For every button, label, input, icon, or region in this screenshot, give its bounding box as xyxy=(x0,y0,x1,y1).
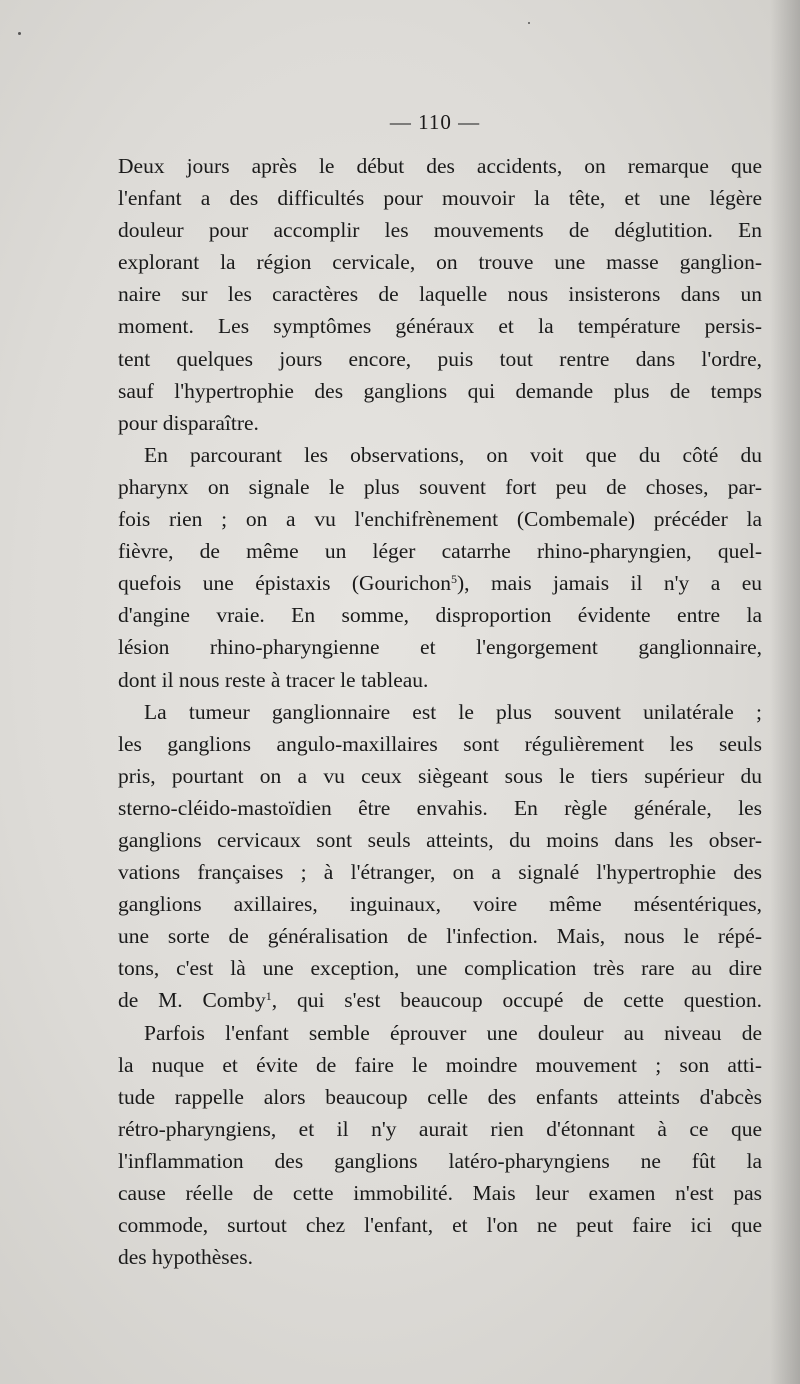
text-line: sauf l'hypertrophie des ganglions qui demande plus de temps xyxy=(118,378,762,403)
text-line: En parcourant les observations, on voit que du côté du xyxy=(144,442,762,467)
footnote-marker: 1 xyxy=(265,989,272,1004)
text-line: ganglions axillaires, inguinaux, voire même mésentériques, xyxy=(118,892,762,917)
paragraph xyxy=(118,150,762,439)
text-line: pharynx on signale le plus souvent fort peu de choses, par- xyxy=(118,474,762,499)
page-edge-shadow xyxy=(770,0,800,1384)
paper-speck xyxy=(528,22,530,24)
text-segment: de M. Comby xyxy=(118,988,266,1013)
text-line: moment. Les symptômes généraux et la température persis- xyxy=(118,314,762,339)
text-line: rétro-pharyngiens, et il n'y aurait rien d'étonnant à ce que xyxy=(118,1116,762,1141)
text-line: cause réelle de cette immobilité. Mais leur examen n'est pas xyxy=(118,1181,762,1205)
text-segment: , qui s'est beaucoup occupé de cette question. xyxy=(271,988,762,1013)
text-line: tent quelques jours encore, puis tout rentre dans l'ordre, xyxy=(118,346,762,371)
text-line: la nuque et évite de faire le moindre mouvement ; son atti- xyxy=(118,1052,762,1077)
text-line: lésion rhino-pharyngienne et l'engorgement ganglionnaire, xyxy=(118,635,762,660)
page-number: — 110 — xyxy=(389,110,481,134)
text-line: dont il nous reste à tracer le tableau. xyxy=(118,667,429,692)
text-line: explorant la région cervicale, on trouve une masse ganglion- xyxy=(118,250,762,275)
text-segment: quefois une épistaxis (Gourichon xyxy=(118,571,451,596)
text-line: l'enfant a des difficultés pour mouvoir la tête, et une légère xyxy=(118,186,762,211)
text-line-with-footnote xyxy=(118,984,762,1016)
text-line: d'angine vraie. En somme, disproportion évidente entre la xyxy=(118,603,762,628)
text-line: l'inflammation des ganglions latéro-pharyngiens ne fût la xyxy=(118,1148,762,1173)
text-line: naire sur les caractères de laquelle nous insisterons dans un xyxy=(118,282,762,307)
text-line: ganglions cervicaux sont seuls atteints, du moins dans les obser- xyxy=(118,827,762,852)
text-segment: ), mais jamais il n'y a eu xyxy=(456,571,762,596)
paragraph xyxy=(118,696,762,1017)
text-line: fièvre, de même un léger catarrhe rhino-pharyngien, quel- xyxy=(118,539,762,564)
text-line: Parfois l'enfant semble éprouver une douleur au niveau de xyxy=(144,1020,762,1045)
text-line: La tumeur ganglionnaire est le plus souvent unilatérale ; xyxy=(144,699,762,724)
text-line: les ganglions angulo-maxillaires sont régulièrement les seuls xyxy=(118,731,762,756)
text-line: tons, c'est là une exception, une complication très rare au dire xyxy=(118,956,762,981)
paper-speck xyxy=(18,32,21,35)
footnote-marker: 5 xyxy=(450,572,457,587)
text-line-with-footnote xyxy=(118,567,762,599)
text-line: une sorte de généralisation de l'infection. Mais, nous le répé- xyxy=(118,924,762,949)
text-line: sterno-cléido-mastoïdien être envahis. En règle générale, les xyxy=(118,795,762,820)
text-line: vations françaises ; à l'étranger, on a signalé l'hypertrophie des xyxy=(118,860,762,885)
paragraph xyxy=(118,439,762,696)
text-line: fois rien ; on a vu l'enchifrènement (Combemale) précéder la xyxy=(118,507,762,532)
text-line: Deux jours après le début des accidents, on remarque que xyxy=(118,154,762,178)
page-body xyxy=(118,150,762,1273)
text-line: pour disparaître. xyxy=(118,410,259,435)
text-line: pris, pourtant on a vu ceux siègeant sous le tiers supérieur du xyxy=(118,763,762,788)
text-line: commode, surtout chez l'enfant, et l'on ne peut faire ici que xyxy=(118,1213,762,1238)
text-line: tude rappelle alors beaucoup celle des enfants atteints d'abcès xyxy=(118,1084,762,1109)
text-line: douleur pour accomplir les mouvements de déglutition. En xyxy=(118,218,762,243)
paragraph xyxy=(118,1017,762,1274)
text-line: des hypothèses. xyxy=(118,1245,253,1270)
